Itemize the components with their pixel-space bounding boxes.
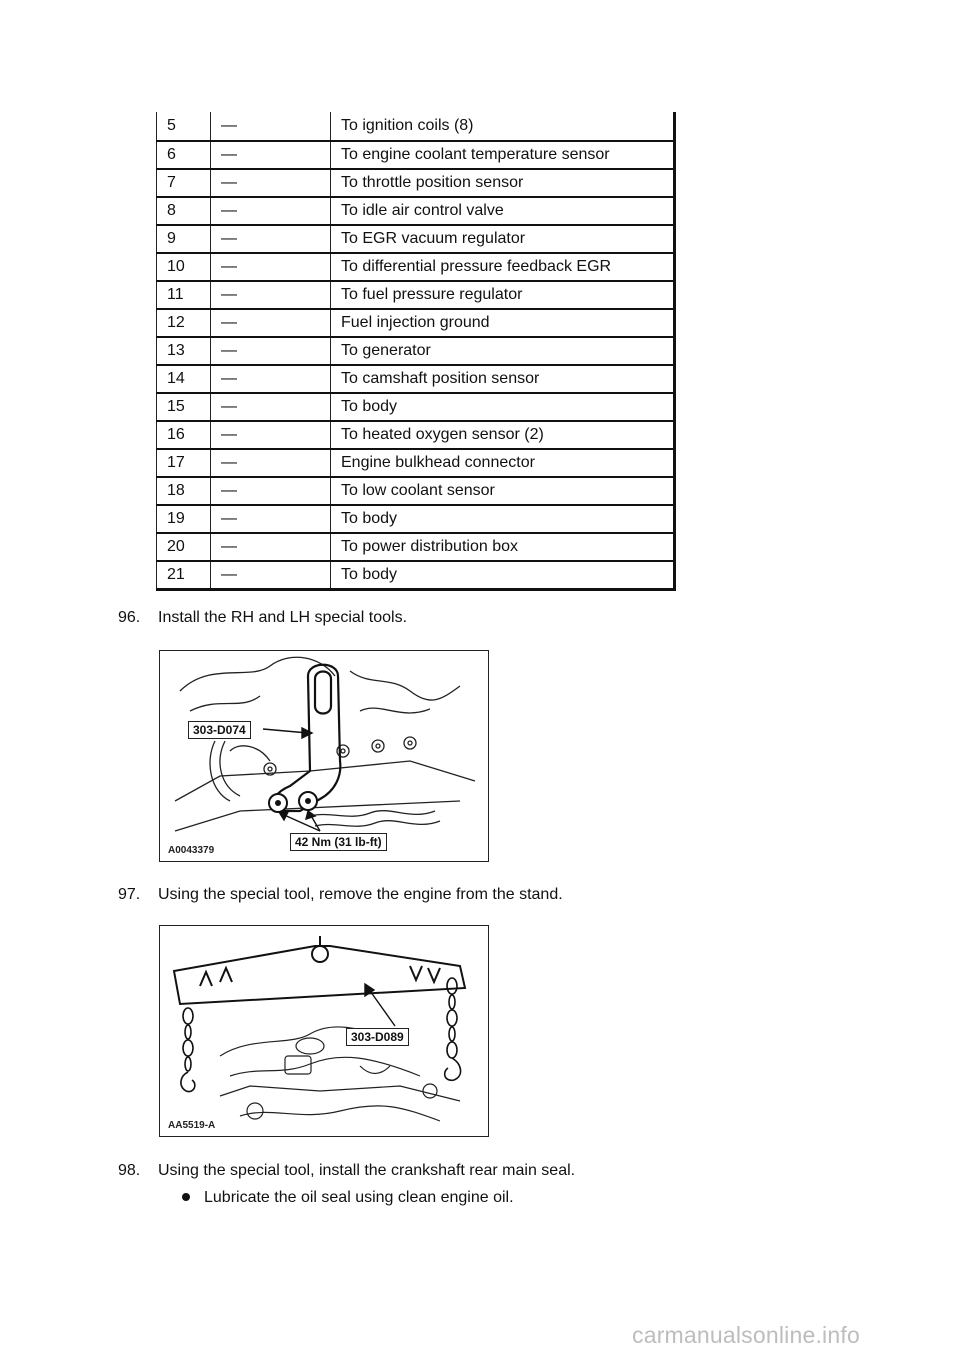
table-row bbox=[157, 309, 675, 337]
figure-id: A0043379 bbox=[168, 845, 215, 856]
legend-dash: — bbox=[211, 112, 331, 141]
step-97 bbox=[118, 886, 563, 904]
legend-item-number: 7 bbox=[157, 169, 211, 197]
tool-callout-label: 303-D089 bbox=[346, 1028, 409, 1046]
legend-description: To body bbox=[331, 561, 675, 590]
table-row bbox=[157, 421, 675, 449]
legend-dash: — bbox=[211, 141, 331, 169]
legend-description: To power distribution box bbox=[331, 533, 675, 561]
legend-item-number: 11 bbox=[157, 281, 211, 309]
table-row bbox=[157, 561, 675, 590]
step-text: Using the special tool, remove the engine from the stand. bbox=[158, 886, 563, 903]
legend-description: To body bbox=[331, 393, 675, 421]
watermark: carmanualsonline.info bbox=[632, 1322, 860, 1348]
step-text: Install the RH and LH special tools. bbox=[158, 609, 408, 626]
step-number: 98. bbox=[118, 1162, 141, 1179]
legend-dash: — bbox=[211, 337, 331, 365]
table-row bbox=[157, 141, 675, 169]
legend-item-number: 12 bbox=[157, 309, 211, 337]
engine-bracket-illustration bbox=[160, 651, 488, 861]
table-row bbox=[157, 169, 675, 197]
table-row bbox=[157, 112, 675, 141]
legend-body bbox=[157, 112, 675, 590]
legend-dash: — bbox=[211, 309, 331, 337]
table-row bbox=[157, 281, 675, 309]
legend-dash: — bbox=[211, 561, 331, 590]
legend-dash: — bbox=[211, 449, 331, 477]
legend-item-number: 18 bbox=[157, 477, 211, 505]
legend-description: Engine bulkhead connector bbox=[331, 449, 675, 477]
legend-description: To generator bbox=[331, 337, 675, 365]
legend-dash: — bbox=[211, 421, 331, 449]
legend-item-number: 5 bbox=[157, 112, 211, 141]
parts-legend-table bbox=[156, 112, 676, 591]
legend-dash: — bbox=[211, 225, 331, 253]
legend-dash: — bbox=[211, 169, 331, 197]
table-row bbox=[157, 449, 675, 477]
legend-item-number: 14 bbox=[157, 365, 211, 393]
legend-description: To ignition coils (8) bbox=[331, 112, 675, 141]
legend-item-number: 15 bbox=[157, 393, 211, 421]
legend-item-number: 8 bbox=[157, 197, 211, 225]
legend-description: Fuel injection ground bbox=[331, 309, 675, 337]
engine-lift-bar-illustration bbox=[160, 926, 488, 1136]
table-row bbox=[157, 393, 675, 421]
legend-item-number: 19 bbox=[157, 505, 211, 533]
legend-description: To throttle position sensor bbox=[331, 169, 675, 197]
legend-description: To heated oxygen sensor (2) bbox=[331, 421, 675, 449]
tool-callout-label: 303-D074 bbox=[188, 721, 251, 739]
legend-dash: — bbox=[211, 365, 331, 393]
legend-description: To body bbox=[331, 505, 675, 533]
figure-special-tool-303-d089 bbox=[159, 925, 489, 1137]
step-98-bullet bbox=[182, 1189, 514, 1207]
legend-description: To idle air control valve bbox=[331, 197, 675, 225]
table-row bbox=[157, 365, 675, 393]
legend-description: To camshaft position sensor bbox=[331, 365, 675, 393]
step-number: 96. bbox=[118, 609, 141, 626]
table-row bbox=[157, 533, 675, 561]
table-row bbox=[157, 505, 675, 533]
legend-dash: — bbox=[211, 197, 331, 225]
legend-item-number: 6 bbox=[157, 141, 211, 169]
legend-description: To fuel pressure regulator bbox=[331, 281, 675, 309]
legend-dash: — bbox=[211, 253, 331, 281]
legend-dash: — bbox=[211, 533, 331, 561]
legend-description: To EGR vacuum regulator bbox=[331, 225, 675, 253]
legend-item-number: 20 bbox=[157, 533, 211, 561]
legend-description: To differential pressure feedback EGR bbox=[331, 253, 675, 281]
table-row bbox=[157, 477, 675, 505]
bullet-text: Lubricate the oil seal using clean engine oil. bbox=[204, 1189, 514, 1206]
legend-dash: — bbox=[211, 281, 331, 309]
torque-callout-label: 42 Nm (31 lb-ft) bbox=[290, 833, 387, 851]
legend-item-number: 21 bbox=[157, 561, 211, 590]
legend-dash: — bbox=[211, 393, 331, 421]
legend-item-number: 16 bbox=[157, 421, 211, 449]
legend-description: To low coolant sensor bbox=[331, 477, 675, 505]
legend-item-number: 17 bbox=[157, 449, 211, 477]
step-96 bbox=[118, 609, 407, 627]
step-text: Using the special tool, install the crankshaft rear main seal. bbox=[158, 1162, 576, 1179]
table-row bbox=[157, 197, 675, 225]
table-row bbox=[157, 337, 675, 365]
legend-item-number: 9 bbox=[157, 225, 211, 253]
step-98 bbox=[118, 1162, 575, 1180]
legend-item-number: 13 bbox=[157, 337, 211, 365]
table-row bbox=[157, 225, 675, 253]
legend-description: To engine coolant temperature sensor bbox=[331, 141, 675, 169]
legend-item-number: 10 bbox=[157, 253, 211, 281]
legend-dash: — bbox=[211, 477, 331, 505]
figure-special-tool-303-d074 bbox=[159, 650, 489, 862]
bullet-icon bbox=[182, 1193, 190, 1201]
step-number: 97. bbox=[118, 886, 141, 903]
table-row bbox=[157, 253, 675, 281]
legend-dash: — bbox=[211, 505, 331, 533]
figure-id: AA5519-A bbox=[168, 1120, 216, 1131]
